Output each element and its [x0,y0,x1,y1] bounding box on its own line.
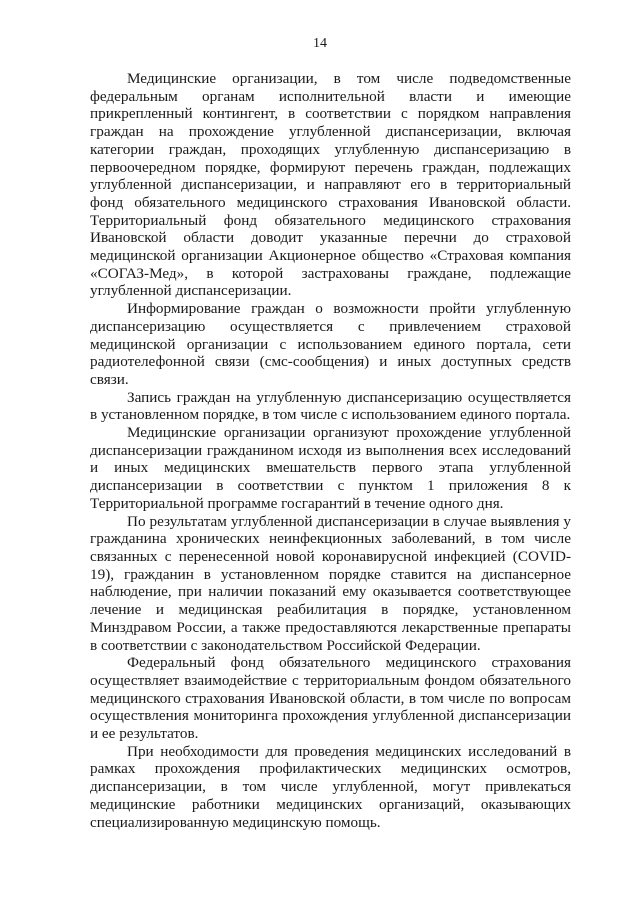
paragraph: Федеральный фонд обязательного медицинского страхования осуществляет взаимодействие с территориальным фондом обязательного медицинского страхования Ивановской области, в том числе по вопросам осуществления мониторинга прохождения углубленной диспансеризации и ее результатов. [90,654,571,743]
paragraph: Медицинские организации, в том числе подведомственные федеральным органам исполнительной власти и имеющие прикрепленный контингент, в соответствии с порядком направления граждан на прохождение углубленной диспансеризации, включая категории граждан, проходящих углубленную диспансеризацию в первоочередном порядке, формируют перечень граждан, подлежащих углубленной диспансеризации, и направляют его в территориальный фонд обязательного медицинского страхования Ивановской области. Территориальный фонд обязательного медицинского страхования Ивановской области доводит указанные перечни до страховой медицинской организации Акционерное общество «Страховая компания «СОГАЗ-Мед», в которой застрахованы граждане, подлежащие углубленной диспансеризации. [90,70,571,300]
paragraph: По результатам углубленной диспансеризации в случае выявления у гражданина хронических неинфекционных заболеваний, в том числе связанных с перенесенной новой коронавирусной инфекцией (COVID-19), гражданин в установленном порядке ставится на диспансерное наблюдение, при наличии показаний ему оказывается соответствующее лечение и медицинская реабилитация в порядке, установленном Минздравом России, а также предоставляются лекарственные препараты в соответствии с законодательством Российской Федерации. [90,512,571,654]
paragraph: При необходимости для проведения медицинских исследований в рамках прохождения профилактических медицинских осмотров, диспансеризации, в том числе углубленной, могут привлекаться медицинские работники медицинских организаций, оказывающих специализированную медицинскую помощь. [90,742,571,831]
paragraph: Запись граждан на углубленную диспансеризацию осуществляется в установленном порядке, в том числе с использованием единого портала. [90,388,571,424]
page-number: 14 [313,36,327,51]
paragraph: Медицинские организации организуют прохождение углубленной диспансеризации гражданином исходя из выполнения всех исследований и иных медицинских вмешательств первого этапа углубленной диспансеризации в соответствии с пунктом 1 приложения 8 к Территориальной программе госгарантий в течение одного дня. [90,424,571,512]
document-body [90,70,571,831]
paragraph: Информирование граждан о возможности пройти углубленную диспансеризацию осуществляется с привлечением страховой медицинской организации с использованием единого портала, сети радиотелефонной связи (смс-сообщения) и иных доступных средств связи. [90,300,571,388]
